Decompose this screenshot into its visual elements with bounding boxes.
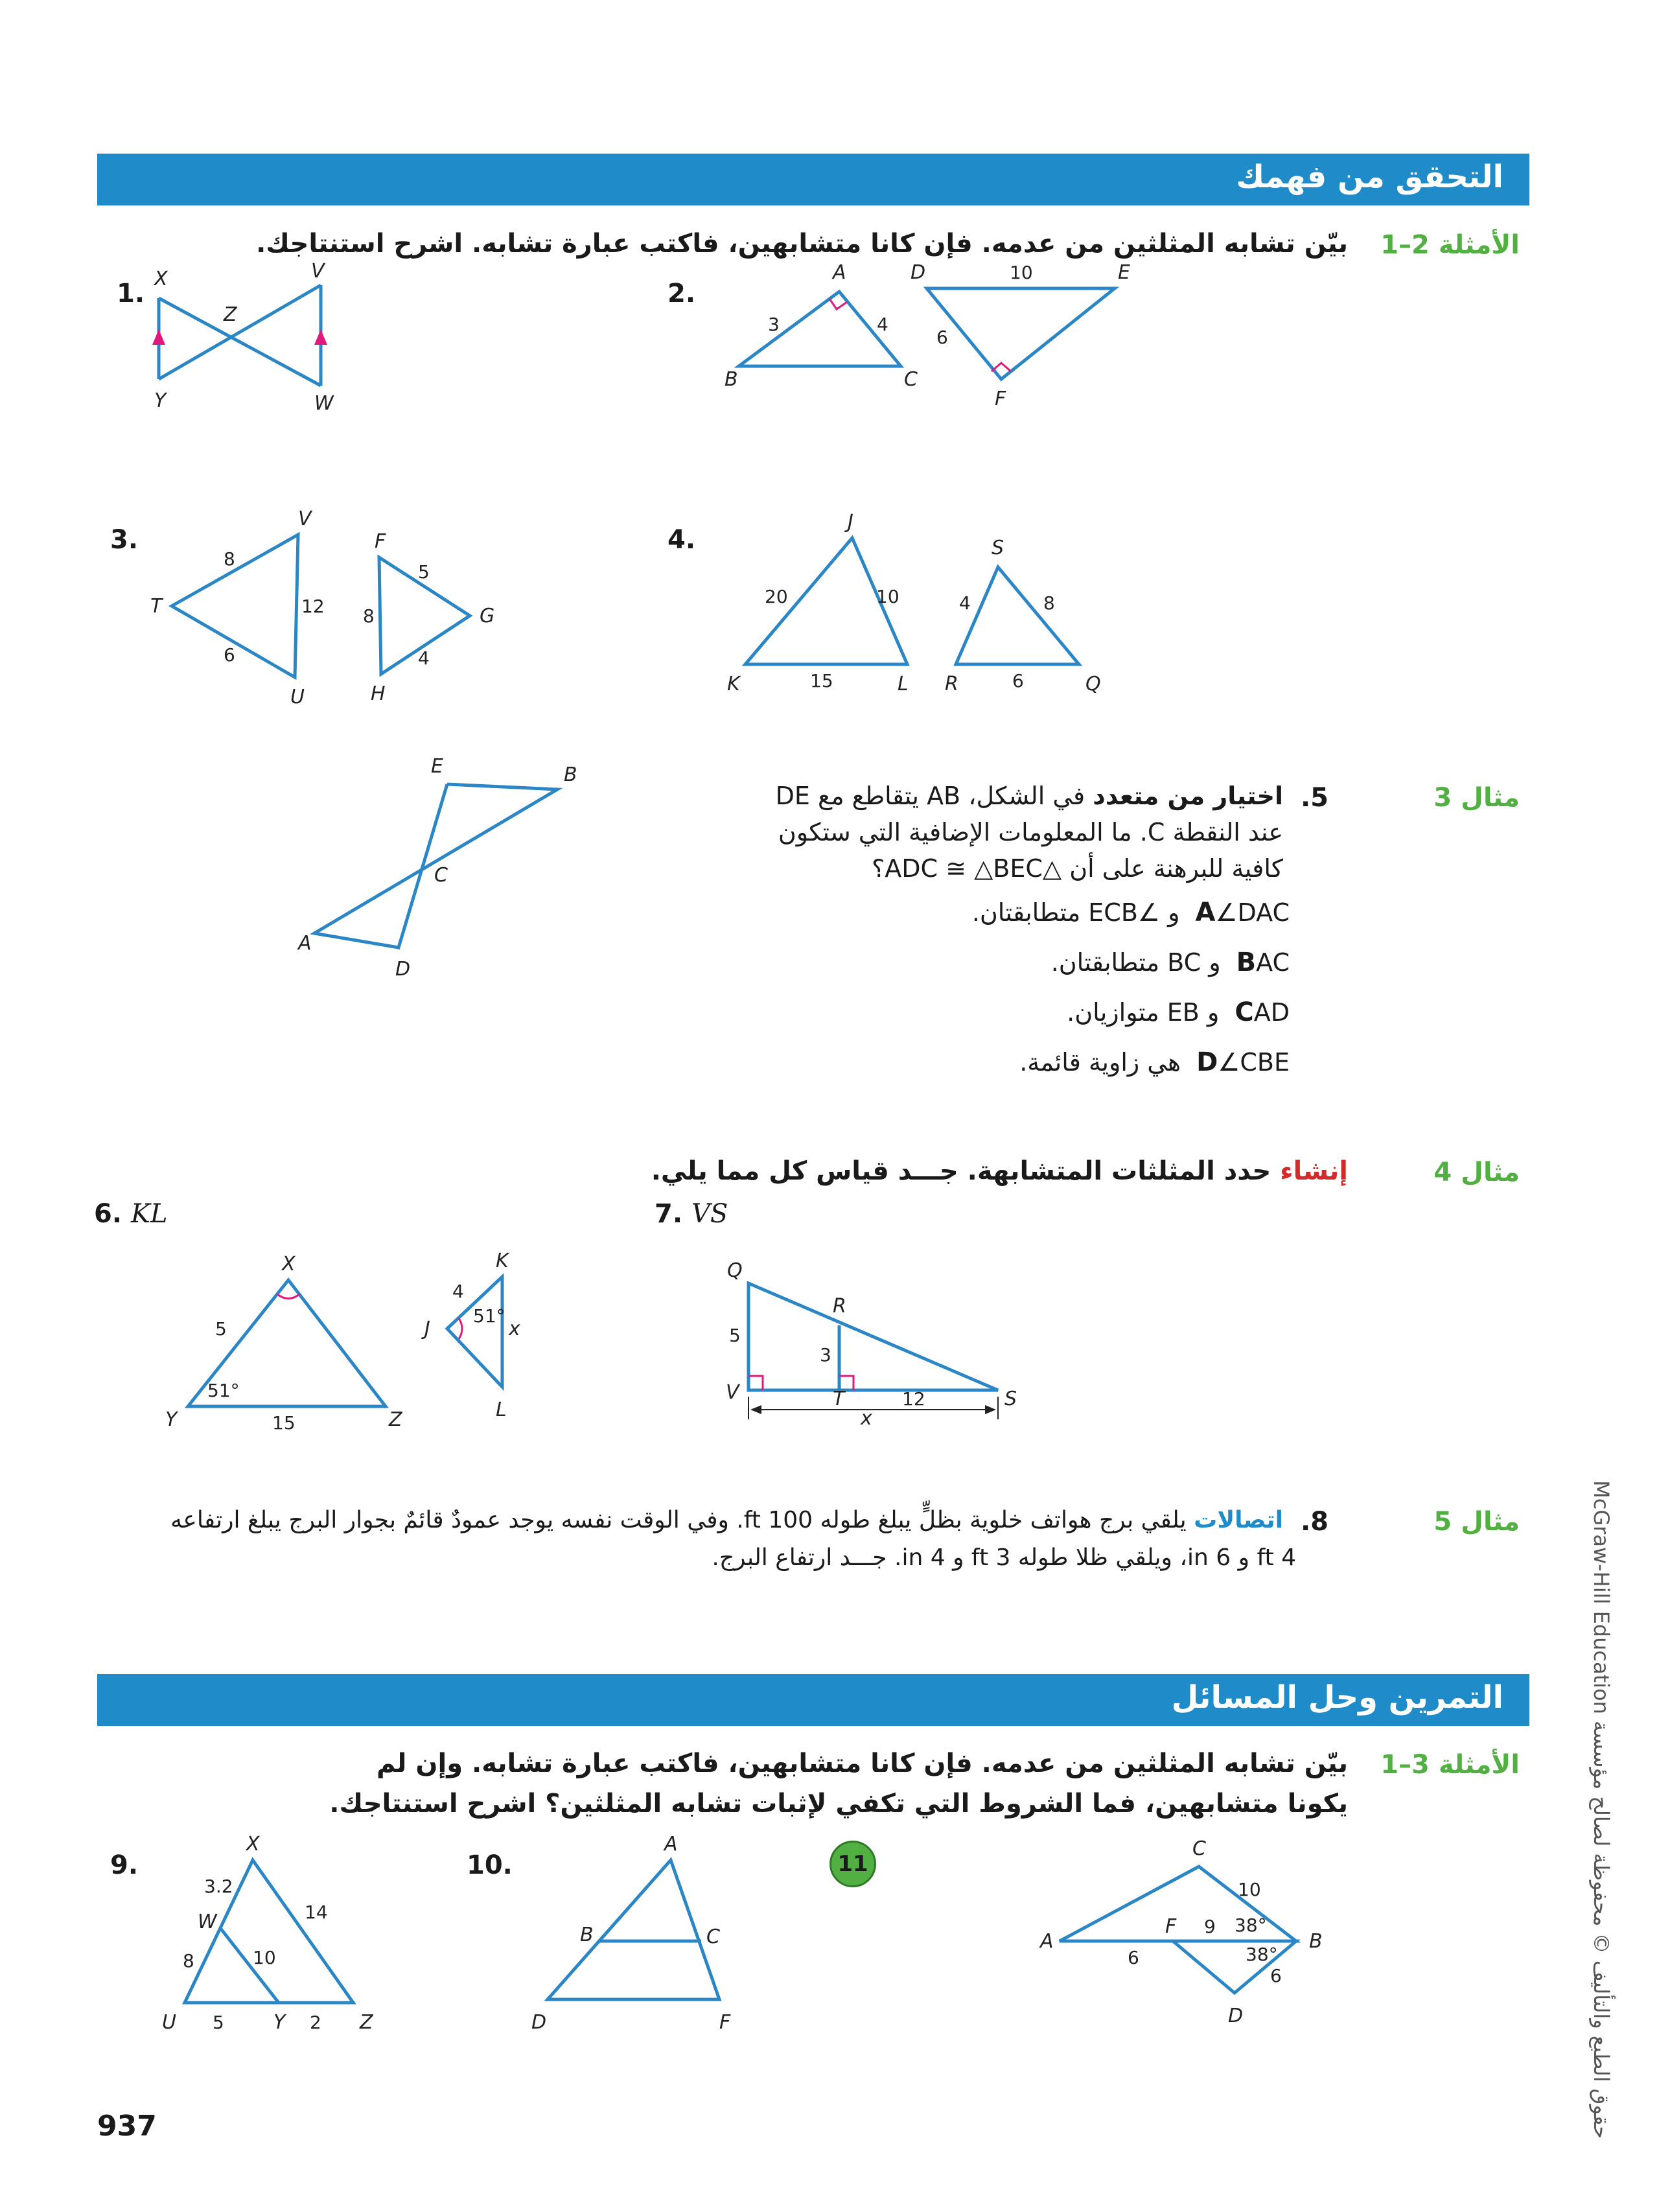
q5-line-1 [776, 778, 1283, 814]
q8-line-1 [170, 1502, 1283, 1539]
q5-text-3: كافية للبرهنة على أن △ADC ≅ △BEC؟ [872, 854, 1283, 883]
fig1-arrow-right [314, 329, 327, 345]
fig4-triangle-srq [956, 567, 1079, 664]
fig7-dim-arrow-right [985, 1405, 996, 1414]
fig1-label-v: V [311, 260, 325, 283]
fig3-side-fg: 5 [418, 561, 430, 583]
fig6-label-j: J [424, 1318, 430, 1340]
construct-text: حدد المثلثات المتشابهة. جـــد قياس كل مما يلي. [651, 1156, 1281, 1186]
fig9-label-z: Z [360, 2011, 373, 2034]
fig11-side-af: 6 [1128, 1947, 1139, 1968]
fig11-label-f: F [1165, 1915, 1177, 1938]
instruction-similarity: بيّن تشابه المثلثين من عدمه. فإن كانا متشابهين، فاكتب عبارة تشابه. اشرح استنتاجك. [256, 229, 1348, 259]
fig9-side-xw: 3.2 [204, 1876, 233, 1897]
construct-label: إنشاء [1280, 1156, 1348, 1186]
fig6-side-jk: 4 [452, 1281, 464, 1302]
q8-text-1: يلقي برج هواتف خلوية بظلٍّ يبلغ طوله 100 ft. وفي الوقت نفسه يوجد عمودٌ قائمٌ بجوار البرج يبلغ ارتفاعه [170, 1507, 1187, 1533]
section-header-practice [97, 1674, 1529, 1726]
fig7-side-ts: 12 [902, 1388, 925, 1410]
fig3-label-t: T [150, 595, 163, 618]
fig11-angle-1: 38° [1235, 1915, 1267, 1936]
fig9-side-yz: 2 [310, 2012, 321, 2033]
choice-letter: A [1195, 898, 1216, 927]
problem-number-7 [655, 1199, 728, 1229]
examples-label-1-3: الأمثلة 3–1 [1380, 1750, 1520, 1780]
fig9-side-xz: 14 [305, 1902, 328, 1923]
fig6-angle-k: 51° [473, 1305, 505, 1327]
fig10-label-c: C [706, 1926, 720, 1948]
choice-text: ∠DAC و ∠ECB متطابقتان. [971, 898, 1290, 927]
fig11-label-d: D [1228, 2005, 1244, 2027]
problem-number-2: 2. [667, 279, 696, 309]
figure-4 [713, 506, 1128, 700]
figure-9 [156, 1828, 402, 2035]
fig6-label-y: Y [165, 1408, 178, 1431]
fig3-side-tv: 8 [224, 548, 235, 570]
fig6-angle-j [459, 1318, 462, 1339]
fig5-label-a: A [298, 932, 312, 955]
p11-num: 11 [837, 1851, 868, 1877]
choice-text: ∠CBE هي زاوية قائمة. [1019, 1048, 1290, 1077]
q5-text-1: في الشكل، AB يتقاطع مع DE [775, 782, 1085, 810]
example-label-5: مثال 5 [1433, 1507, 1520, 1537]
section-header-check [97, 154, 1529, 205]
fig4-side-jl: 10 [876, 586, 899, 607]
fig3-side-fh: 8 [363, 605, 375, 627]
fig11-label-c: C [1192, 1837, 1206, 1860]
q5-title: اختيار من متعدد [1093, 782, 1283, 810]
fig2-side-de: 10 [1010, 262, 1033, 283]
fig4-side-kl: 15 [810, 670, 833, 692]
fig4-side-jk: 20 [765, 586, 788, 607]
fig7-label-q: Q [727, 1259, 743, 1282]
fig10-triangle-adf [548, 1860, 719, 1999]
fig6-angle-y: 51° [207, 1380, 240, 1401]
fig4-label-s: S [992, 537, 1004, 559]
fig4-label-q: Q [1085, 673, 1101, 695]
fig9-side-wy: 10 [253, 1947, 276, 1968]
figure-2 [713, 256, 1154, 418]
copyright-notice: حقوق الطبع والتأليف © محفوظة لصالح مؤسسة McGraw-Hill Education [1589, 1480, 1614, 2139]
q8-title: اتصالات [1194, 1507, 1283, 1533]
fig1-label-x: X [154, 268, 168, 290]
fig4-side-sr: 4 [959, 592, 971, 614]
fig6-label-z: Z [389, 1408, 402, 1431]
fig1-line-xw [159, 298, 321, 386]
figure-7 [713, 1238, 1050, 1432]
fig7-side-qv: 5 [729, 1325, 741, 1346]
fig5-label-d: D [395, 958, 411, 981]
fig6-label-l: L [496, 1399, 507, 1421]
fig7-label-v: V [726, 1381, 739, 1404]
fig2-triangle-def [927, 288, 1115, 379]
fig4-label-k: K [727, 673, 740, 695]
fig6-side-yz: 15 [272, 1412, 296, 1432]
problem-number-4: 4. [667, 525, 696, 555]
p7-var: VS [691, 1199, 728, 1229]
figure-1 [130, 259, 350, 421]
fig3-label-h: H [371, 682, 386, 705]
fig7-dim-arrow-left [750, 1405, 761, 1414]
fig1-label-z: Z [224, 303, 237, 326]
choice-letter: C [1235, 997, 1254, 1027]
fig9-side-uy: 5 [213, 2012, 224, 2033]
fig6-label-x: X [282, 1253, 296, 1275]
fig3-side-hg: 4 [418, 647, 430, 669]
fig2-side-df: 6 [936, 327, 948, 348]
p6-var: KL [130, 1199, 168, 1229]
page-number: 937 [97, 2110, 157, 2143]
fig2-label-e: E [1118, 261, 1130, 284]
fig9-label-u: U [162, 2011, 176, 2034]
figure-3 [143, 506, 505, 719]
fig1-label-w: W [314, 392, 334, 415]
fig11-label-b: B [1309, 1930, 1323, 1953]
fig2-label-f: F [995, 388, 1006, 410]
section-title: التمرين وحل المسائل [1171, 1679, 1503, 1716]
problem-number-5: .5 [1300, 783, 1328, 813]
example-label-4: مثال 4 [1433, 1158, 1520, 1187]
instruction-construct [651, 1151, 1348, 1191]
fig7-triangle-qvs [748, 1283, 998, 1390]
fig4-label-j: J [848, 511, 853, 533]
fig3-label-v: V [298, 507, 312, 530]
problem-number-11 [830, 1841, 876, 1887]
fig7-side-rt: 3 [820, 1344, 831, 1366]
fig3-side-vu: 12 [301, 596, 325, 617]
choice-text: AD و EB متوازيان. [1067, 998, 1290, 1027]
fig1-line-vy [159, 285, 321, 379]
fig11-side-fb: 9 [1204, 1916, 1216, 1937]
fig3-side-tu: 6 [224, 644, 235, 666]
fig9-label-x: X [246, 1833, 260, 1856]
problem-number-1: 1. [117, 279, 145, 309]
q5-choice-b[interactable] [1051, 948, 1290, 977]
fig5-label-c: C [434, 864, 448, 887]
instruction-practice: بيّن تشابه المثلثين من عدمه. فإن كانا متشابهين، فاكتب عبارة تشابه. وإن لم يكونا متشابهين، فما الشروط التي تكفي لإثبات تشابه المثلثين؟ اشرح استنتاجك. [329, 1749, 1348, 1819]
fig9-label-y: Y [273, 2011, 286, 2034]
figure-11 [1037, 1828, 1387, 2035]
q5-choice-a[interactable] [972, 898, 1290, 927]
fig10-label-f: F [719, 2011, 731, 2034]
fig2-right-angle-f [992, 363, 1011, 371]
fig3-label-g: G [480, 605, 495, 627]
q8-text-2: 4 ft و 6 in، ويلقي ظلا طوله 3 ft و 4 in. جـــد ارتفاع البرج. [712, 1544, 1296, 1571]
problem-number-10: 10. [467, 1850, 513, 1880]
figure-5 [279, 752, 603, 998]
choice-letter: B [1236, 948, 1257, 977]
fig9-label-w: W [198, 1911, 217, 1933]
fig7-right-angle-v [748, 1376, 763, 1390]
fig2-side-ab: 3 [768, 314, 780, 335]
fig1-arrow-left [152, 329, 165, 345]
q5-choice-d[interactable] [1019, 1047, 1290, 1077]
fig7-label-t: T [833, 1388, 845, 1410]
fig2-side-ac: 4 [877, 314, 888, 335]
fig11-side-cb: 10 [1238, 1879, 1261, 1900]
problem-number-6 [94, 1199, 167, 1229]
fig10-label-a: A [664, 1833, 678, 1856]
fig10-label-d: D [531, 2011, 547, 2034]
example-label-3: مثال 3 [1433, 783, 1520, 813]
section-title: التحقق من فهمك [1236, 159, 1503, 195]
fig4-label-l: L [898, 673, 909, 695]
fig10-label-b: B [580, 1924, 594, 1946]
p6-num: 6. [94, 1199, 122, 1229]
fig2-label-a: A [833, 261, 846, 284]
fig11-angle-2: 38° [1246, 1944, 1278, 1965]
choice-text: AC و BC متطابقتان. [1050, 948, 1290, 977]
fig3-label-f: F [375, 530, 386, 553]
fig4-side-rq: 6 [1012, 670, 1024, 692]
fig2-label-d: D [911, 261, 926, 284]
fig7-side-x: x [861, 1407, 872, 1430]
q5-text-2: عند النقطة C. ما المعلومات الإضافية التي ستكون [778, 818, 1283, 846]
problem-number-3: 3. [110, 525, 139, 555]
fig7-label-s: S [1004, 1388, 1017, 1410]
fig11-label-a: A [1040, 1930, 1054, 1953]
examples-label-1-2: الأمثلة 2–1 [1380, 230, 1520, 260]
fig1-label-y: Y [154, 390, 167, 412]
fig4-side-sq: 8 [1043, 592, 1055, 614]
fig7-label-r: R [833, 1295, 846, 1318]
choice-letter: D [1196, 1047, 1218, 1077]
fig3-label-u: U [290, 686, 305, 708]
fig11-side-bd: 6 [1270, 1965, 1282, 1986]
p7-num: 7. [655, 1199, 683, 1229]
fig5-label-b: B [564, 763, 577, 786]
fig5-label-e: E [431, 755, 443, 778]
problem-number-8: .8 [1300, 1507, 1328, 1537]
figure-6 [149, 1238, 564, 1432]
fig6-angle-x [277, 1294, 299, 1299]
q5-choice-c[interactable] [1067, 997, 1290, 1027]
figure-10 [518, 1828, 765, 2035]
fig6-side-xy: 5 [215, 1318, 227, 1340]
fig4-label-r: R [945, 673, 958, 695]
fig9-side-wu: 8 [183, 1950, 194, 1972]
problem-number-9: 9. [110, 1850, 139, 1880]
fig6-side-kl: x [509, 1318, 520, 1340]
fig2-label-c: C [904, 368, 918, 391]
fig2-label-b: B [725, 368, 738, 391]
fig6-label-k: K [496, 1250, 509, 1272]
